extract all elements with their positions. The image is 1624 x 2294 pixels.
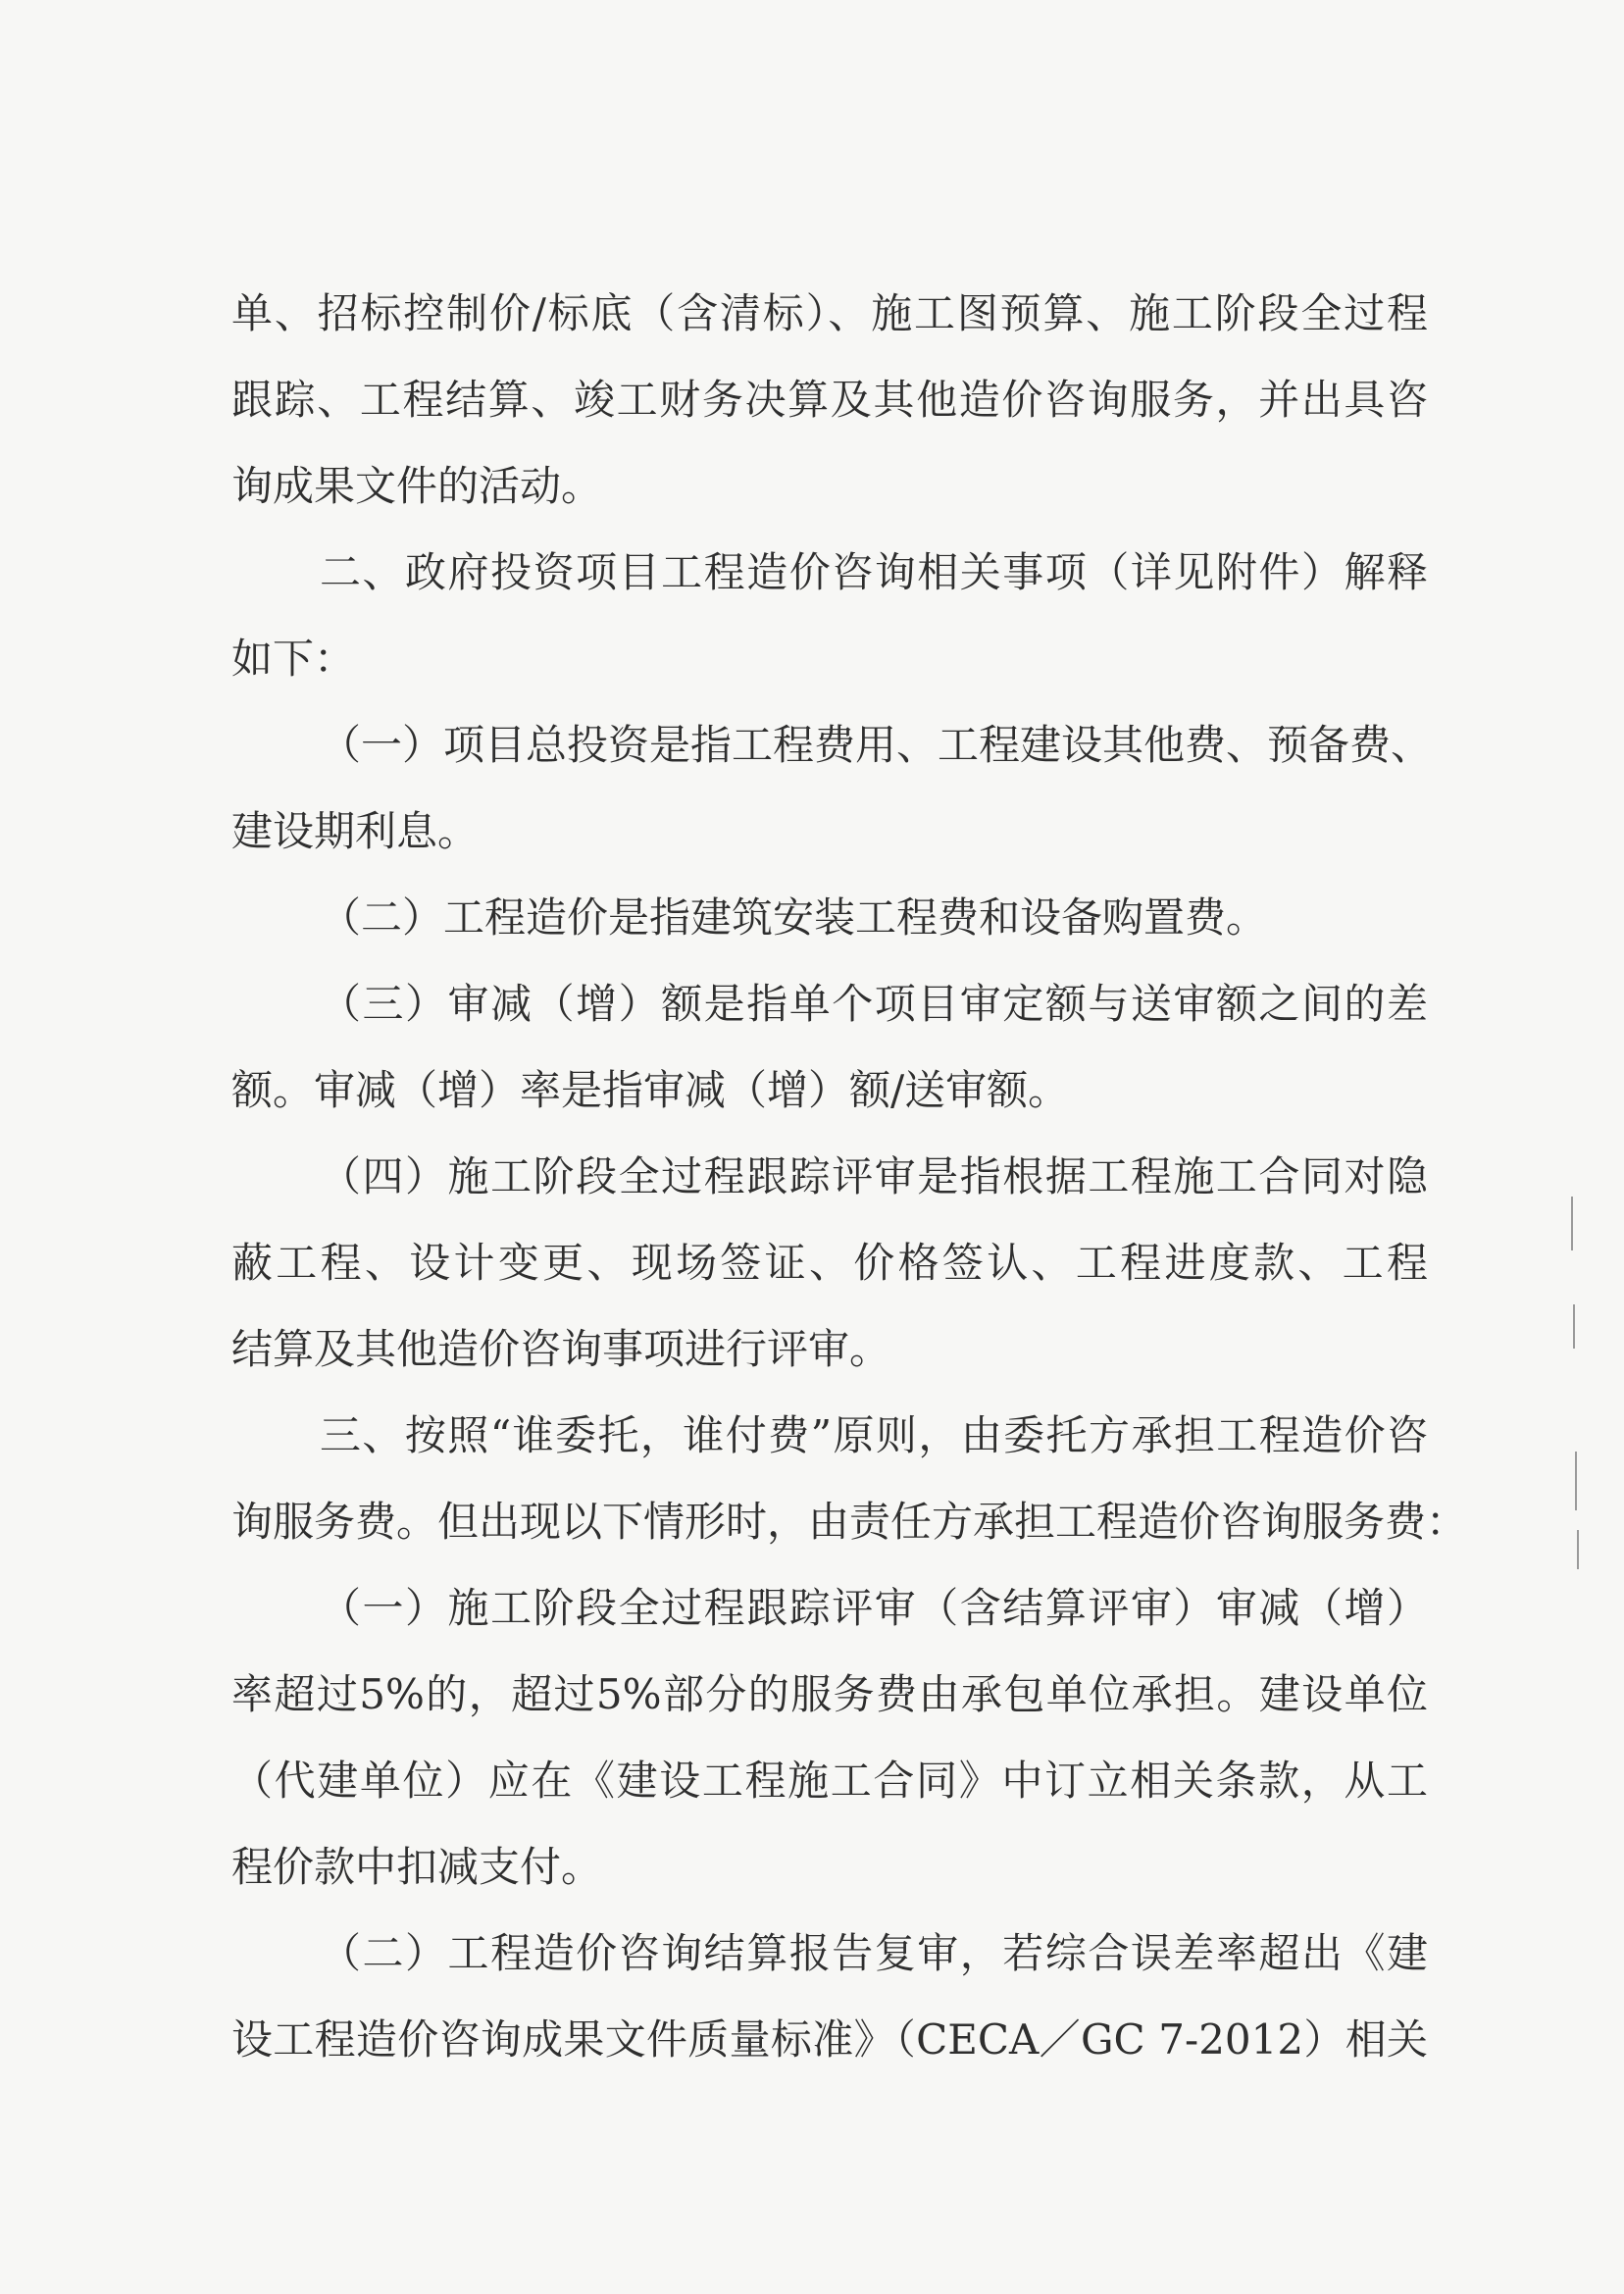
paragraph-line: 程价款中扣减支付。 — [231, 1843, 603, 1891]
paragraph-line: 设工程造价咨询成果文件质量标准》（CECA／GC 7-2012）相关 — [231, 2015, 1428, 2064]
list-item-line: （二）工程造价咨询结算报告复审，若综合误差率超出《建 — [320, 1929, 1428, 1977]
list-item-line: （四）施工阶段全过程跟踪评审是指根据工程施工合同对隐 — [320, 1152, 1428, 1200]
paragraph-line: 询成果文件的活动。 — [231, 462, 603, 510]
paragraph-line: 率超过5%的，超过5%部分的服务费由承包单位承担。建设单位 — [231, 1670, 1428, 1718]
paragraph-line: 结算及其他造价咨询事项进行评审。 — [231, 1325, 891, 1373]
paragraph-line: 跟踪、工程结算、竣工财务决算及其他造价咨询服务，并出具咨 — [231, 376, 1428, 424]
paragraph-line: 如下： — [231, 635, 356, 683]
list-item-line: （一）项目总投资是指工程费用、工程建设其他费、预备费、 — [320, 721, 1433, 769]
list-item-line: （一）施工阶段全过程跟踪评审（含结算评审）审减（增） — [320, 1584, 1428, 1632]
section-heading-line: 三、按照“谁委托，谁付费”原则，由委托方承担工程造价咨 — [320, 1411, 1428, 1459]
list-item-line: （二）工程造价是指建筑安装工程费和设备购置费。 — [320, 893, 1268, 942]
scan-artifact — [1577, 1530, 1579, 1569]
paragraph-line: （代建单位）应在《建设工程施工合同》中订立相关条款，从工 — [231, 1757, 1428, 1805]
paragraph-line: 蔽工程、设计变更、现场签证、价格签认、工程进度款、工程 — [231, 1239, 1428, 1287]
section-heading-line: 二、政府投资项目工程造价咨询相关事项（详见附件）解释 — [320, 548, 1428, 596]
paragraph-line: 建设期利息。 — [231, 807, 480, 855]
list-item-line: （三）审减（增）额是指单个项目审定额与送审额之间的差 — [320, 980, 1428, 1028]
scan-artifact — [1571, 1197, 1573, 1250]
paragraph-line: 额。审减（增）率是指审减（增）额/送审额。 — [231, 1066, 1070, 1114]
paragraph-line: 单、招标控制价/标底（含清标）、施工图预算、施工阶段全过程 — [231, 289, 1428, 337]
scan-artifact — [1573, 1304, 1575, 1349]
paragraph-line: 询服务费。但出现以下情形时，由责任方承担工程造价咨询服务费： — [231, 1498, 1468, 1546]
scan-artifact — [1575, 1452, 1577, 1510]
